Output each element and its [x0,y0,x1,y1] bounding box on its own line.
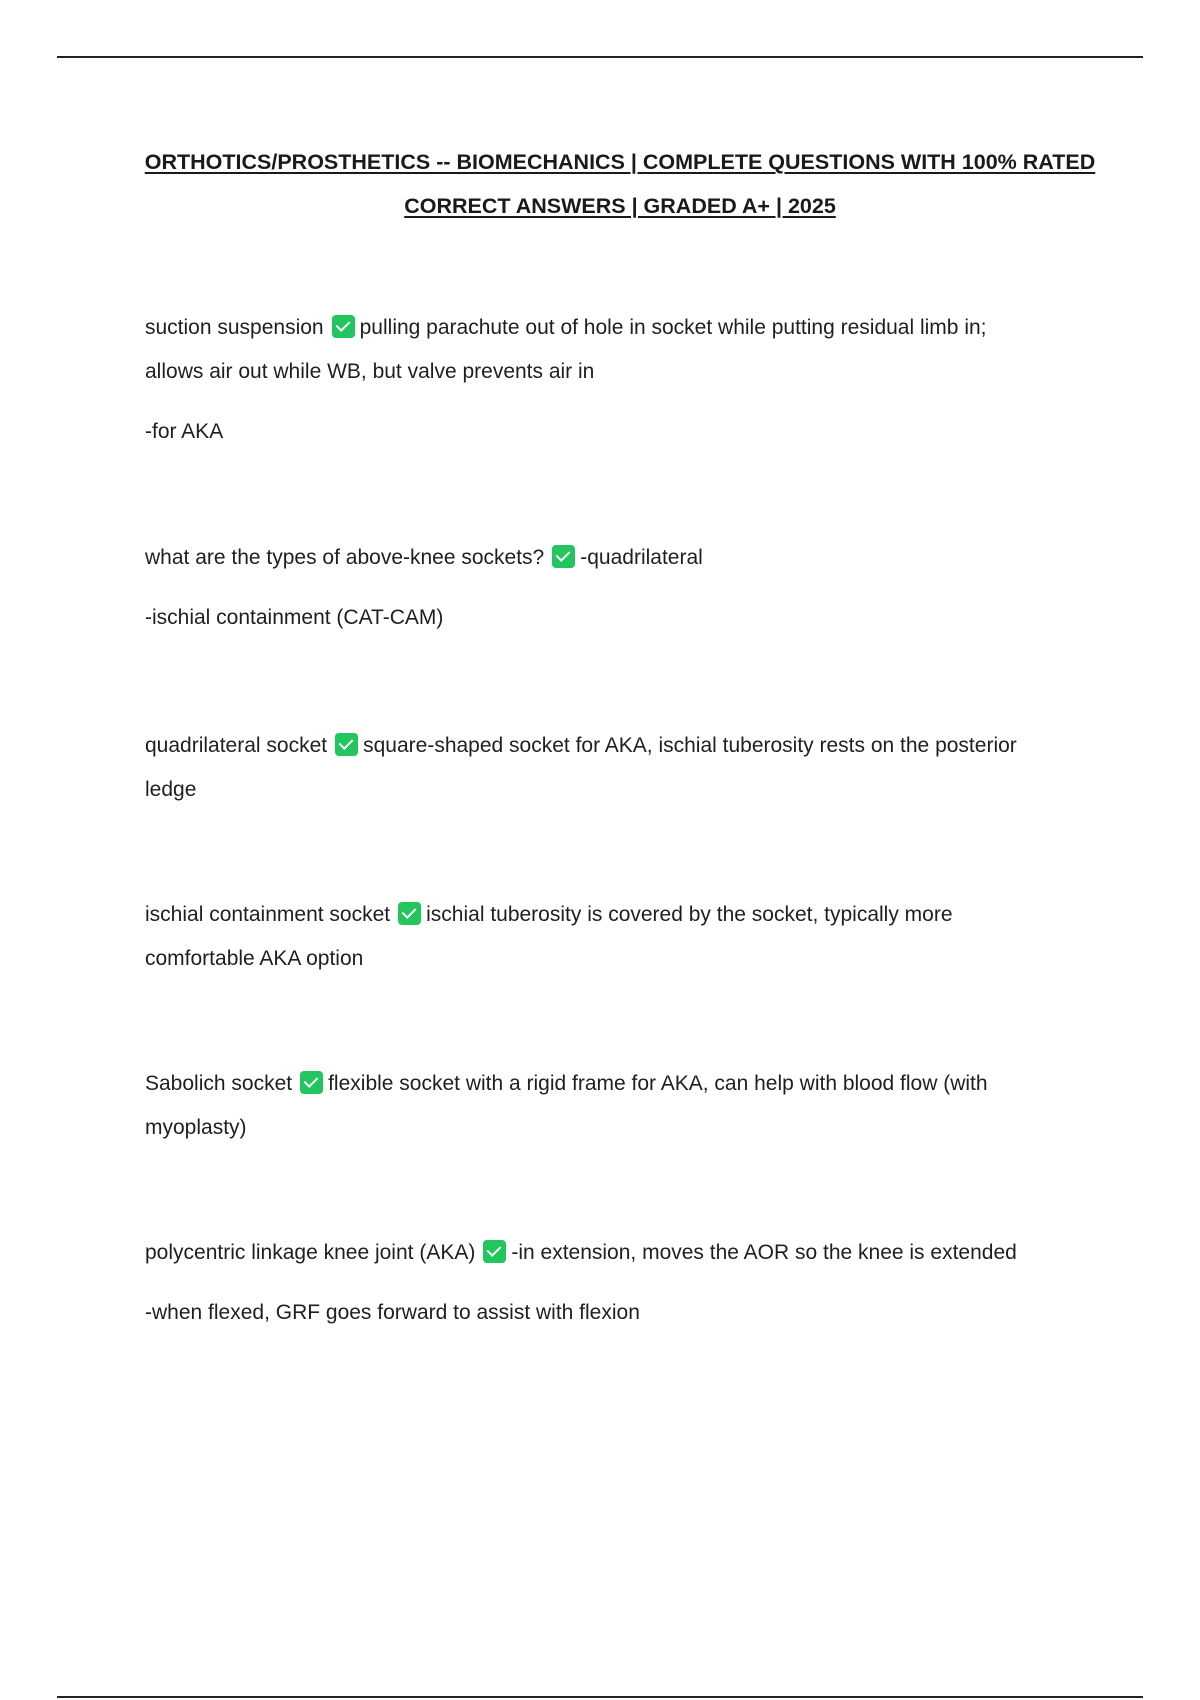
question-term: suction suspension [145,316,324,339]
answer-extra-line: -when flexed, GRF goes forward to assist with flexion [145,1301,640,1324]
qa-entry-above-knee-socket-types [145,536,1085,640]
check-icon [398,902,421,925]
answer-continuation: allows air out while WB, but valve prevents air in [145,360,595,383]
title-line-2: CORRECT ANSWERS | GRADED A+ | 2025 [404,194,836,218]
question-term: quadrilateral socket [145,734,328,757]
answer-text: -in extension, moves the AOR so the knee is extended [511,1241,1017,1264]
answer-text: square-shaped socket for AKA, ischial tuberosity rests on the posterior [363,734,1017,757]
qa-entry-sabolich-socket [145,1062,1085,1150]
qa-entry-quadrilateral-socket [145,724,1085,812]
answer-text: -quadrilateral [580,546,703,569]
answer-continuation: myoplasty) [145,1116,247,1139]
bottom-rule [57,1696,1143,1698]
top-rule [57,56,1143,58]
check-icon [332,315,355,338]
check-icon [483,1240,506,1263]
document-title [140,140,1100,228]
qa-line [145,893,1085,937]
qa-line [145,536,1085,580]
qa-line [145,724,1085,768]
title-line-1: ORTHOTICS/PROSTHETICS -- BIOMECHANICS | COMPLETE QUESTIONS WITH 100% RATED [144,150,1096,174]
answer-continuation: ledge [145,778,197,801]
question-term: ischial containment socket [145,903,391,926]
answer-text: flexible socket with a rigid frame for AKA, can help with blood flow (with [328,1072,988,1095]
answer-text: ischial tuberosity is covered by the socket, typically more [426,903,953,926]
question-term: what are the types of above-knee sockets? [145,546,545,569]
qa-line [145,1231,1085,1275]
qa-entry-polycentric-knee [145,1231,1085,1335]
question-term: Sabolich socket [145,1072,293,1095]
answer-extra-line: -for AKA [145,420,224,443]
question-term: polycentric linkage knee joint (AKA) [145,1241,476,1264]
check-icon [335,733,358,756]
check-icon [552,545,575,568]
answer-text: pulling parachute out of hole in socket while putting residual limb in; [359,316,987,339]
qa-entry-ischial-containment-socket [145,893,1085,981]
answer-continuation: comfortable AKA option [145,947,364,970]
qa-entry-suction-suspension [145,306,1085,454]
qa-line [145,306,1085,350]
check-icon [300,1071,323,1094]
qa-line [145,1062,1085,1106]
answer-extra-line: -ischial containment (CAT-CAM) [145,606,444,629]
